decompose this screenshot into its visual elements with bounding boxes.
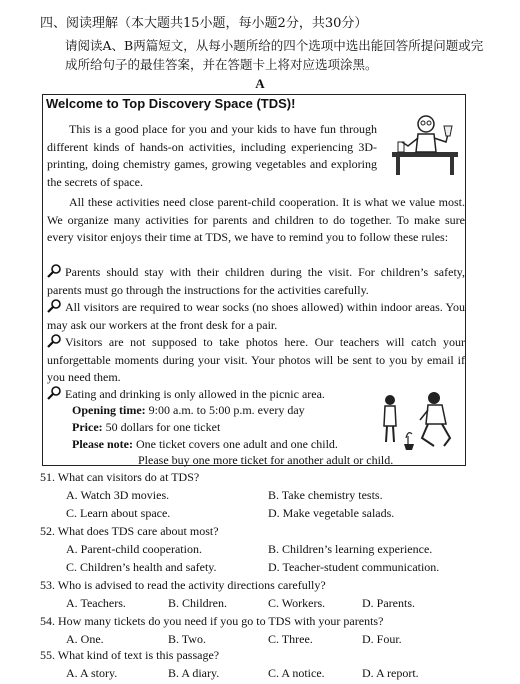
magnifier-icon <box>47 334 62 348</box>
question-number: 54. <box>40 614 55 628</box>
question-55 <box>40 648 219 663</box>
option[interactable]: B. A diary. <box>168 666 220 680</box>
note-value: One ticket covers one adult and one child. <box>135 437 338 451</box>
scientist-illustration <box>388 112 462 178</box>
option[interactable]: D. Parents. <box>362 596 415 610</box>
rule-text: Parents should stay with their children during the visit. For children’s safety, parents must go through the instructions for the activities carefully. <box>47 265 465 297</box>
option[interactable]: A. Parent-child cooperation. <box>66 542 202 556</box>
rule-text: All visitors are required to wear socks (no shoes allowed) within indoor areas. You may ask our workers at the front desk for a pair. <box>47 300 465 332</box>
question-number: 55. <box>40 648 55 662</box>
opening-label: Opening time: <box>72 403 146 417</box>
option[interactable]: C. Workers. <box>268 596 326 610</box>
parent-child-illustration <box>376 386 462 450</box>
question-text: What kind of text is this passage? <box>57 648 220 662</box>
magnifier-icon <box>47 386 62 400</box>
rule-item <box>47 299 465 334</box>
rule-item <box>47 334 465 387</box>
question-number: 53. <box>40 578 55 592</box>
box-title: Welcome to Top Discovery Space (TDS)! <box>46 96 296 111</box>
option[interactable]: C. Learn about space. <box>66 506 171 520</box>
magnifier-icon <box>47 264 62 278</box>
intro-paragraph: This is a good place for you and your kids to have fun through different kinds of hands-on activities, including experiencing 3D-printing, doing chemistry games, growing vegetables and exploring the secrets of space. <box>47 122 377 189</box>
magnifier-icon <box>47 299 62 313</box>
option[interactable]: D. Teacher-student communication. <box>268 560 440 574</box>
note-label: Please note: <box>72 437 133 451</box>
price-label: Price: <box>72 420 103 434</box>
question-text: What does TDS care about most? <box>57 524 219 538</box>
option[interactable]: B. Children’s learning experience. <box>268 542 433 556</box>
question-52 <box>40 524 219 539</box>
rule-item <box>47 264 465 299</box>
rule-item <box>47 386 367 404</box>
cooperation-paragraph: All these activities need close parent-child cooperation. It is what we value most. We organize many activities for parents and children to do together. To make sure every visitor enjoys their time at TDS, we have to remind you to follow these rules: <box>47 195 465 244</box>
option[interactable]: D. A report. <box>362 666 419 680</box>
rule-text: Eating and drinking is only allowed in the picnic area. <box>65 387 325 401</box>
instructions: 请阅读A、B两篇短文，从每小题所给的四个选项中选出能回答所提问题或完成所给句子的最佳答案，并在答题卡上将对应选项涂黑。 <box>65 38 484 72</box>
question-53 <box>40 578 326 593</box>
option[interactable]: B. Children. <box>168 596 227 610</box>
option[interactable]: C. Children’s health and safety. <box>66 560 217 574</box>
question-text: How many tickets do you need if you go to TDS with your parents? <box>58 614 384 628</box>
question-number: 52. <box>40 524 55 538</box>
question-number: 51. <box>40 470 55 484</box>
section-header: 四、阅读理解（本大题共15小题，每小题2分，共30分） <box>40 16 368 31</box>
option[interactable]: C. A notice. <box>268 666 325 680</box>
opening-value: 9:00 a.m. to 5:00 p.m. every day <box>148 403 305 417</box>
price-value: 50 dollars for one ticket <box>105 420 221 434</box>
option[interactable]: B. Two. <box>168 632 206 646</box>
question-54 <box>40 614 383 629</box>
question-text: Who is advised to read the activity directions carefully? <box>57 578 326 592</box>
option[interactable]: B. Take chemistry tests. <box>268 488 383 502</box>
option[interactable]: C. Three. <box>268 632 313 646</box>
rule-text: Visitors are not supposed to take photos here. Our teachers will catch your unforgettable moments during your visit. Your photos will be sent to you by email if you need them. <box>47 335 465 384</box>
note-continued: Please buy one more ticket for another adult or child. <box>138 453 394 467</box>
option[interactable]: D. Four. <box>362 632 402 646</box>
option[interactable]: D. Make vegetable salads. <box>268 506 395 520</box>
option[interactable]: A. Watch 3D movies. <box>66 488 170 502</box>
option[interactable]: A. One. <box>66 632 104 646</box>
option[interactable]: A. Teachers. <box>66 596 126 610</box>
passage-label: A <box>255 76 265 91</box>
option[interactable]: A. A story. <box>66 666 118 680</box>
question-text: What can visitors do at TDS? <box>57 470 200 484</box>
price <box>72 419 220 436</box>
question-51 <box>40 470 199 485</box>
note <box>72 436 338 453</box>
opening-time <box>72 402 305 419</box>
